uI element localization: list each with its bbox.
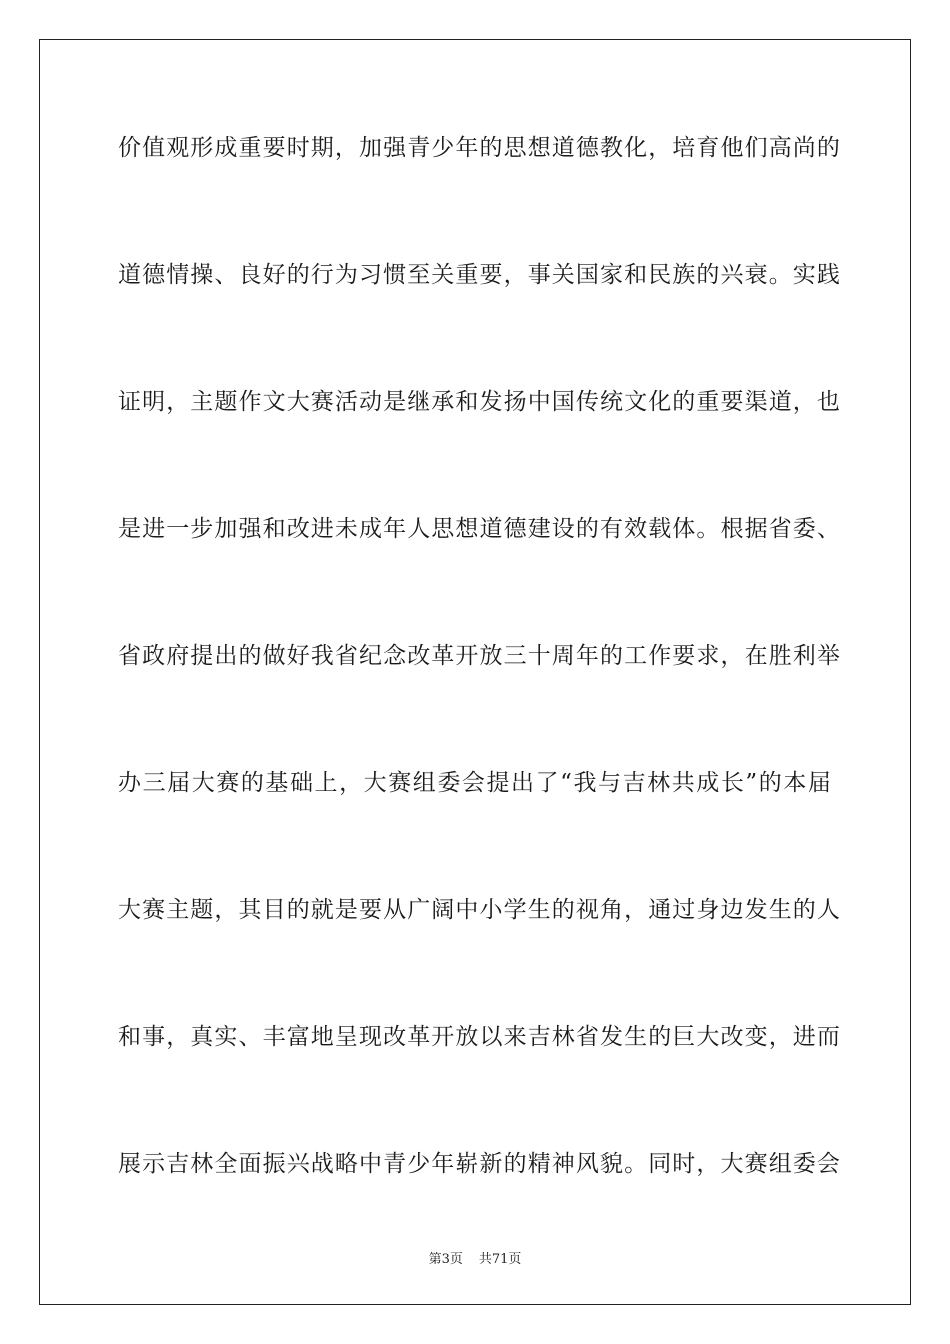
body-line: 是进一步加强和改进未成年人思想道德建设的有效载体。根据省委、 xyxy=(118,516,841,542)
body-line: 办三届大赛的基础上，大赛组委会提出了“我与吉林共成长”的本届 xyxy=(118,770,832,796)
body-line: 大赛主题，其目的就是要从广阔中小学生的视角，通过身边发生的人 xyxy=(118,897,841,923)
body-line: 省政府提出的做好我省纪念改革开放三十周年的工作要求，在胜利举 xyxy=(118,643,841,669)
page-number-current: 第3页 xyxy=(428,1252,463,1267)
page-footer xyxy=(0,1248,950,1267)
body-line: 价值观形成重要时期，加强青少年的思想道德教化，培育他们高尚的 xyxy=(118,135,841,161)
body-line: 和事，真实、丰富地呈现改革开放以来吉林省发生的巨大改变，进而 xyxy=(118,1024,841,1050)
body-line: 证明，主题作文大赛活动是继承和发扬中国传统文化的重要渠道，也 xyxy=(118,389,841,415)
body-line: 展示吉林全面振兴战略中青少年崭新的精神风貌。同时，大赛组委会 xyxy=(118,1151,841,1177)
body-line: 道德情操、良好的行为习惯至关重要，事关国家和民族的兴衰。实践 xyxy=(118,262,841,288)
page-number-total: 共71页 xyxy=(478,1252,522,1267)
